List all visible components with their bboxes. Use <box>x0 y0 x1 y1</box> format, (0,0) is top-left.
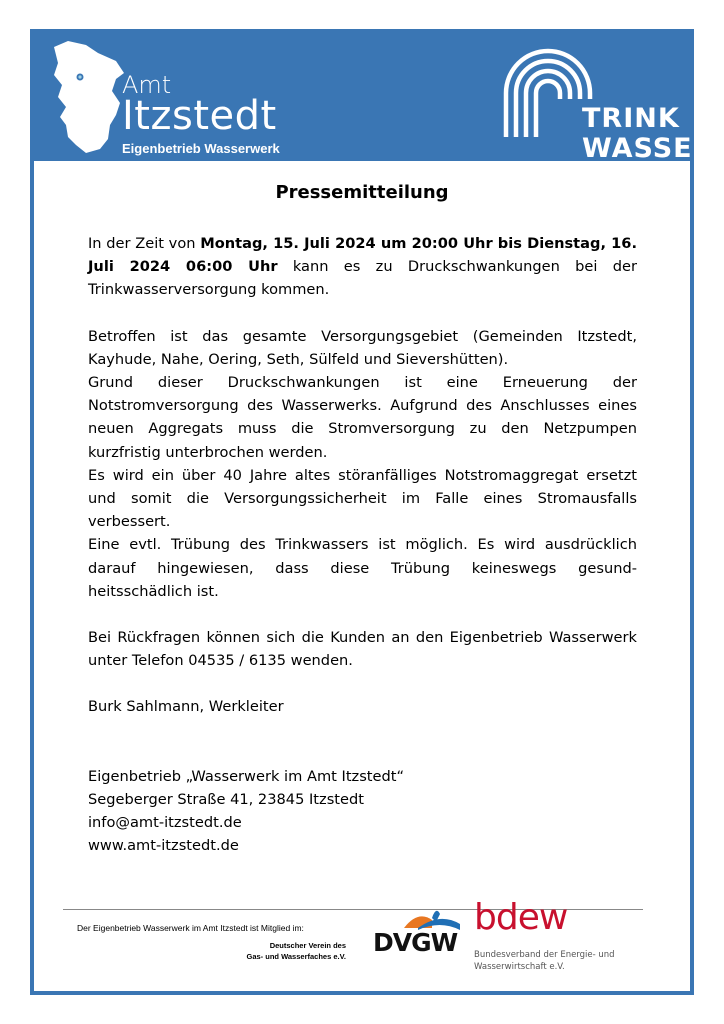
trink-label: TRINK <box>582 103 680 134</box>
address-line-2: Segeberger Straße 41, 23845 Itzstedt <box>88 790 364 808</box>
address-line-1: Eigenbetrieb „Wasserwerk im Amt Itzstedt“ <box>88 767 405 785</box>
itzstedt-label: Itzstedt <box>122 93 277 139</box>
letterhead <box>34 33 715 191</box>
email-link[interactable]: info@amt-itzstedt.de <box>88 814 242 832</box>
paragraph-period <box>88 232 637 302</box>
paragraph-replacement: Es wird ein über 40 Jahre altes störanfälliges Notstromaggregat ersetzt und somit die Versorgungssicherheit im Falle eines Stromausfalls verbessert. <box>88 466 637 531</box>
bdew-logo-text: bdew <box>474 897 568 938</box>
wasser-label: WASSER <box>582 133 715 164</box>
bdew-subtitle-2: Wasserwirtschaft e.V. <box>474 962 565 972</box>
signature: Burk Sahlmann, Werkleiter <box>88 698 284 716</box>
paragraph-reason: Grund dieser Druckschwankungen ist eine Erneuerung der Notstromversorgung des Wasserwerks. Aufgrund des Anschlusses eines neuen Aggregats muss die Stromversorgung zu den Netzpumpen kurzfristig unterbrochen werden. <box>88 374 637 461</box>
eigenbetrieb-label: Eigenbetrieb Wasserwerk <box>122 141 280 156</box>
bdew-subtitle-1: Bundesverband der Energie- und <box>474 950 615 960</box>
website-link[interactable]: www.amt-itzstedt.de <box>88 837 239 855</box>
dvgw-logo-text: DVGW <box>373 928 458 957</box>
period-effect: kann es zu Druckschwankungen bei der Trinkwasserversorgung kommen. <box>88 258 637 299</box>
page-title: Pressemitteilung <box>275 182 449 203</box>
paragraph-contact: Bei Rückfragen können sich die Kunden an den Eigenbetrieb Wasserwerk unter Telefon 04535 / 6135 wenden. <box>88 629 637 670</box>
period-dates: Montag, 15. Juli 2024 um 20:00 Uhr bis Dienstag, 16. Juli 2024 06:00 Uhr <box>88 235 637 276</box>
membership-note: Der Eigenbetrieb Wasserwerk im Amt Itzstedt ist Mitglied im: <box>77 923 304 933</box>
press-release-body <box>88 232 637 857</box>
document-date: 08.07.2024 <box>590 180 641 191</box>
paragraph-turbidity: Eine evtl. Trübung des Trinkwassers ist möglich. Es wird ausdrücklich darauf hingewiesen, dass diese Trübung keineswegs gesund-heitsschädlich ist. <box>88 536 637 600</box>
dvgw-full-name-1: Deutscher Verein des <box>269 941 346 950</box>
amt-label: Amt <box>122 71 172 99</box>
dvgw-full-name-2: Gas- und Wasserfaches e.V. <box>246 952 346 961</box>
paragraph-affected-area: Betroffen ist das gesamte Versorgungsgebiet (Gemeinden Itzstedt, Kayhude, Nahe, Oering, Seth, Sülfeld und Sievershütten). <box>88 327 637 368</box>
period-intro: In der Zeit von <box>88 235 201 252</box>
